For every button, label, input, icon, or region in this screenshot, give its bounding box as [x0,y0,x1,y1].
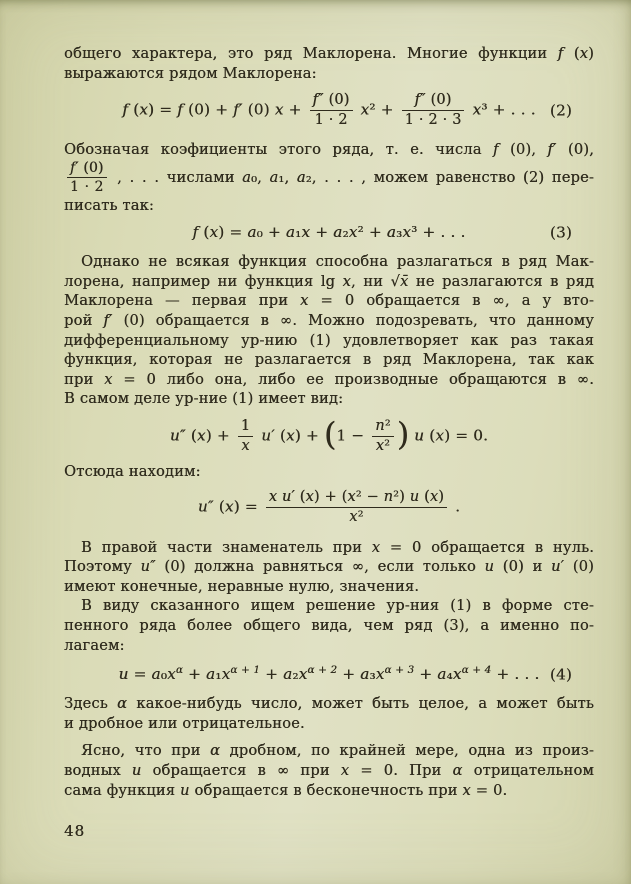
text-line-with-fraction [64,160,594,196]
fraction [310,92,353,129]
fraction-denominator: 1 · 2 [314,112,348,129]
equation-text: u″ (x) + [169,426,235,445]
fraction-numerator: x u′ (x) + (x² − n²) u (x) [266,489,447,508]
equation-number: (4) [549,665,572,684]
equation-text: f (x) = a₀ + a₁x + a₂x² + a₃x³ + . . . [192,223,466,242]
text-segment: , . . . числами a₀, a₁, a₂, . . . , можем равенство (2) пере- [109,168,595,186]
text-line: дифференциальному ур-нию (1) удовлетворяет как раз такая [64,331,594,349]
equation-number: (2) [549,101,572,120]
text-line: Здесь α какое-нибудь число, может быть целое, а может быть [64,695,594,713]
fraction-denominator: x [241,437,250,454]
text-line: Маклорена — первая при x = 0 обращается в ∞, а у вто- [64,292,594,310]
fraction-numerator: f′ (0) [67,160,107,178]
text-line: водных u обращается в ∞ при x = 0. При α отрицательном [64,761,594,779]
text-line: писать так: [64,196,154,214]
text-line: В виду сказанного ищем решение ур-ния (1) в форме сте- [81,597,594,615]
text-line: общего характера, это ряд Маклорена. Многие функции f (x) [64,45,595,62]
display-equation-u-second [64,489,594,526]
open-parenthesis: ( [323,414,337,453]
fraction-numerator: 1 [238,418,253,437]
fraction [266,489,447,526]
fraction-numerator: f″ (0) [310,92,353,111]
text-line: лорена, например ни функция lg x, ни √x̄ не разлагаются в ряд [64,272,594,290]
page-number: 48 [64,822,86,841]
equation-text: u′ (x) + [261,426,324,445]
text-line: функция, которая не разлагается в ряд Маклорена, так как [64,351,594,369]
fraction-denominator: x² [375,437,391,454]
text-line: Обозначая коэфициенты этого ряда, т. е. числа f (0), f′ (0), [64,141,594,159]
text-line: при x = 0 либо она, либо ее производные обращаются в ∞. [64,370,594,388]
equation-text: x² + [360,100,399,119]
display-equation-3 [64,222,594,243]
fraction-denominator: 1 · 2 · 3 [404,112,462,129]
text-line: сама функция u обращается в бесконечность при x = 0. [64,781,508,799]
fraction [402,92,465,129]
text-line: Поэтому u″ (0) должна равняться ∞, если только u (0) и u′ (0) [64,558,594,576]
equation-number: (3) [549,223,572,242]
fraction-denominator: 1 · 2 [70,179,104,196]
text-line: В правой части знаменатель при x = 0 обращается в нуль. [81,538,595,556]
text-line: Отсюда находим: [64,462,201,480]
text-line: Однако не всякая функция способна разлагаться в ряд Мак- [81,253,594,271]
text-line: выражаются рядом Маклорена: [64,64,317,82]
equation-text: 1 − [336,426,370,445]
equation-text: . [450,497,461,516]
text-line: В самом деле ур-ние (1) имеет вид: [64,390,344,408]
fraction [372,418,394,455]
text-line: имеют конечные, неравные нулю, значения. [64,577,420,595]
equation-text: $u = a_0x^\alpha + a_1x^{\alpha + 1} + a_2x^{\alpha + 2} + a_3x^{\alpha + 3} + a_4x^{\alpha + 4}$ + . . . [118,664,540,684]
display-equation-bessel [64,414,594,455]
fraction-numerator: f″ (0) [402,92,465,111]
paragraph-gap [64,733,594,741]
fraction [67,160,107,196]
equation-text: u (x) = 0. [414,426,489,445]
display-equation-2 [64,92,594,129]
display-equation-4 [64,664,594,685]
text-line: и дробное или отрицательное. [64,714,305,732]
text-line: Ясно, что при α дробном, по крайней мере, одна из произ- [81,742,594,760]
text-line: рой f′ (0) обращается в ∞. Можно подозревать, что данному [64,311,595,329]
text-line: лагаем: [64,636,125,654]
text-line: пенного ряда более общего вида, чем ряд (3), а именно по- [64,617,594,634]
fraction [238,418,253,455]
equation-text: x³ + . . . [472,100,536,119]
fraction-denominator: x² [349,508,364,525]
equation-text: f (x) = f (0) + f′ (0) x + [122,100,307,119]
fraction-numerator: n² [372,418,394,437]
equation-text: u″ (x) = [197,497,263,516]
close-parenthesis: ) [396,414,410,453]
